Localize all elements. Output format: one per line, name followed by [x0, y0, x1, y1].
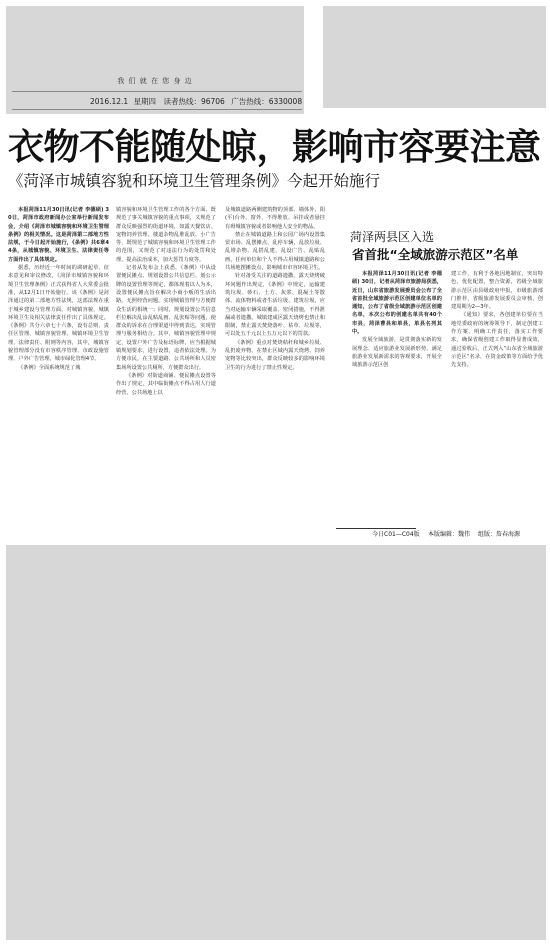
masthead-line-top	[12, 91, 302, 92]
footer-proofreader: 组版：詹春海源	[478, 531, 521, 538]
footer-editor: 本版编辑：魏伟	[428, 531, 471, 538]
weekday: 星期四	[133, 97, 157, 106]
article1-paragraph: 本报菏泽11月30日讯(记者 李德硕) 30日，菏泽市政府新闻办公室举行新闻发布会，介绍《菏泽市城镇容貌和环境卫生管理条例》的相关情况。这是菏泽第二部地方性法规，于今日起开始施行，《条例》共6章44条，从城镇容貌、环境卫生、法律责任等方面作出了具体规定。	[8, 207, 109, 263]
reader-hotline: 96706	[200, 97, 225, 106]
article2-title-line-2: 省首批“全域旅游示范区”名单	[352, 247, 519, 262]
top-right-gray-block	[323, 6, 546, 108]
article2-paragraph: 发展全域旅游，是贯彻落实新的发展理念、适应旅游业发展新形势、满足旅游业发展新需求的客观要求，开展全域旅游示范区创	[352, 337, 442, 369]
article1-paragraph: 记者从发布会上获悉，《条例》中从设置便民摊点、规划设置公共信息栏、划公示牌的设置管理等规定，都体现着以人为本，设置便民摊点旨在解决小商小贩的生活出路，无照经营问题，实现城镇管理与方便群众生活的相统一；同时，规划设置公共信息栏位解决乱涂乱贴乱画、乱张贴等问题，使群众的诉求在合理渠道中得到表达，实现管理与服务相结合。其中，城镇容貌管理中规定，设置户外广告及标语标牌，应当根据城镇规划要求，进行设置，违者依法处理。为方便市民，在主要道路、公共场所和人员密集场所设置公共厕所，方便群众出行。	[116, 265, 216, 371]
article2-column-2	[451, 270, 543, 420]
article2-paragraph: 建工作，有利于各地因地制宜，突出特色，优化配置，整合资源，省级全域旅游示范区由县级政府申报，市级旅游部门推荐，省级旅游发展委员会审核，创建周期为2—3年。	[451, 271, 543, 311]
ad-hotline-label: 广告热线：	[231, 97, 269, 106]
article1-column-2	[116, 206, 216, 458]
article2-paragraph: 《通知》要求，各创建单位要在当地党委政府的统筹领导下，制定创建工作方案，明确工作责任，落实工作要求，确保省级创建工作取得显著成效，通过验收后，正式列入“山东省全域旅游示范区”名录，在资金政策等方面给予优先支持。	[451, 312, 543, 369]
headline-subtitle: 《菏泽市城镇容貌和环境卫生管理条例》今起开始施行	[8, 172, 381, 190]
article1-paragraph: 据悉，历经近一年时间的调研起草、征求意见和审议修改，《菏泽市城镇容貌和环境卫生管理条例》正式获得省人大常委会批准，从12月1日开始施行。该《条例》是菏泽通过的第二部地方性法规，这部法规在重于城乡建设与管理方面，对城镇容貌、城镇环境卫生及相关法律责任作出了具体规定。《条例》共分六章七十六条，设有总则、责任区管理、城镇容貌管理、城镇环境卫生管理、法律责任、附则等内容，其中，城镇容貌管理部分没有市容秩序管理、市政设施管理、户外广告管理、城市绿化管理4节。	[8, 265, 109, 363]
footer-page-range: 今日C01—C04版	[372, 531, 420, 538]
article2-title-line-1: 菏泽两县区入选	[350, 230, 435, 244]
issue-date: 2016.12.1	[90, 97, 129, 106]
masthead-info	[90, 96, 302, 107]
article1-paragraph: 及城镇道路两侧建筑物的顶部、墙体外、阳(平)台外、窗外，不得堆放、吊挂或者悬挂有碍城镇容貌或者影响他人安全的物品。	[225, 207, 325, 230]
headline-title: 衣物不能随处晾，影响市容要注意	[8, 127, 541, 168]
article1-paragraph: 禁止在城镇道路上和公园广场内设置集贸市场、乱摆摊点、乱停车辆、乱放垃圾、乱堆杂物、乱搭乱建、乱设广告、乱贴乱画，任何单位和个人不得占用城镇道路和公共场地摆摊设点，影响城市市容环境卫生。	[225, 231, 325, 272]
reader-hotline-label: 读者热线：	[163, 97, 201, 106]
article1-paragraph: 《条例》对街道商铺、便民摊点设置等作出了规定，其中临街摊点不得占用人行道经营，公共场地上以	[116, 372, 216, 396]
article1-paragraph: 针对备受关注的道路遗撒，露天烧烤破坏问题作出规定，《条例》中规定，运输建筑垃圾、砂石、土方、灰浆、混凝土等散体、流体物料或者生活垃圾、建筑垃圾，应当对运输车辆采取覆盖、密闭措施，不得泄漏或者遗撒。城镇建成区露天烧烤也禁止和限制，禁止露天焚烧落叶、枯草、垃圾等，可以处五千元以上五万元以下的罚款。	[225, 273, 325, 338]
article1-paragraph: 《条例》重点对焚烧秸秆和城乡垃圾、乱扔废弃物、在禁止区域内露天烧烤、饲养宠物等比较突出，群众反映较多的影响环境卫生的行为进行了禁止性规定。	[225, 339, 325, 371]
ad-hotline: 6330008	[268, 97, 303, 106]
article1-column-1	[8, 206, 109, 458]
article2-paragraph: 本报菏泽11月30日讯(记者 李德硕) 30日，记者从菏泽市旅游局获悉，近日，山东省旅游发展委员会公布了全省首批全域旅游示范区创建单位名单的通知，公布了省级全域旅游示范区创建名单，本次公布的创建名单共有40个市县，菏泽曹县和单县，单县名列其中。	[352, 271, 442, 336]
masthead-slogan: 我 们 就 在 您 身 边	[117, 77, 193, 85]
masthead-line-bottom	[12, 109, 302, 110]
bottom-gray-block	[6, 545, 546, 940]
article1-column-3	[225, 206, 325, 458]
article1-paragraph: 镇容貌和环境卫生管理工作的各个方面，既规范了事关城镇容貌的重点事项，又规范了群众反映强烈的街道环境，如露天餐饮店、宠物饲养管理、楼道杂物乱堆乱放、小广告等，既规范了城镇容貌和环境卫生管理工作的范围，又规范了对违法行为的处罚和处理，提高法治成本，加大惩罚力度等。	[116, 207, 216, 263]
article2-column-1	[352, 270, 442, 420]
article1-paragraph: 《条例》全面系统规范了城	[18, 364, 81, 371]
